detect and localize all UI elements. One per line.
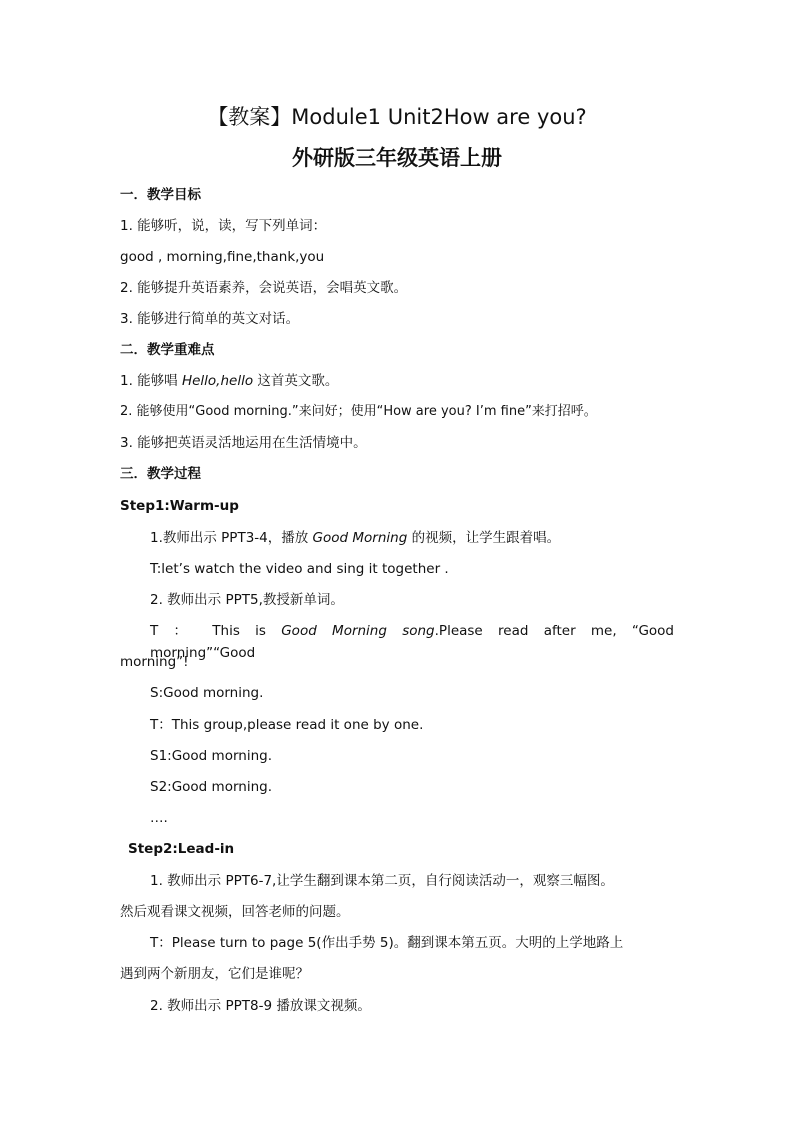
document-subtitle: 外研版三年级英语上册 bbox=[292, 146, 502, 170]
section-heading-key-points: 二．教学重难点 bbox=[120, 342, 215, 358]
step2-paragraph-1: 1. 教师出示 PPT6-7,让学生翻到课本第二页，自行阅读活动一，观察三幅图。 bbox=[150, 873, 614, 889]
objective-1: 1. 能够听，说，读，写下列单词： bbox=[120, 218, 327, 234]
document-title: 【教案】Module1 Unit2How are you? bbox=[207, 105, 587, 129]
step2-paragraph-1-continued: 然后观看课文视频，回答老师的问题。 bbox=[120, 904, 350, 920]
vocabulary-words: good , morning,fine,thank,you bbox=[120, 249, 325, 265]
step1-paragraph-7: S1:Good morning. bbox=[150, 748, 272, 764]
step1-paragraph-4: T ： This is Good Morning song.Please read after me, “Good morning”“Good bbox=[150, 623, 674, 661]
step1-paragraph-3: 2. 教师出示 PPT5,教授新单词。 bbox=[150, 592, 344, 608]
step1-paragraph-6: T：This group,please read it one by one. bbox=[150, 717, 424, 733]
step1-heading: Step1:Warm-up bbox=[120, 498, 239, 514]
step1-paragraph-4-continued: morning”! bbox=[120, 654, 189, 670]
step1-paragraph-5: S:Good morning. bbox=[150, 685, 264, 701]
step2-heading: Step2:Lead-in bbox=[128, 841, 235, 857]
step1-paragraph-1: 1.教师出示 PPT3-4，播放 Good Morning 的视频，让学生跟着唱。 bbox=[150, 530, 561, 546]
key-point-1: 1. 能够唱 Hello,hello 这首英文歌。 bbox=[120, 373, 339, 389]
step1-paragraph-2: T:let’s watch the video and sing it together . bbox=[150, 561, 449, 577]
key-point-2: 2. 能够使用“Good morning.”来问好；使用“How are you? I’m fine”来打招呼。 bbox=[120, 404, 597, 419]
step2-paragraph-2-continued: 遇到两个新朋友，它们是谁呢？ bbox=[120, 966, 309, 982]
step2-paragraph-3: 2. 教师出示 PPT8-9 播放课文视频。 bbox=[150, 998, 371, 1014]
step1-paragraph-9: …. bbox=[150, 810, 168, 826]
objective-2: 2. 能够提升英语素养，会说英语，会唱英文歌。 bbox=[120, 280, 408, 296]
section-heading-process: 三．教学过程 bbox=[120, 466, 201, 482]
step2-paragraph-2: T：Please turn to page 5(作出手势 5)。翻到课本第五页。大明的上学地路上 bbox=[150, 935, 624, 951]
objective-3: 3. 能够进行简单的英文对话。 bbox=[120, 311, 300, 327]
key-point-3: 3. 能够把英语灵活地运用在生活情境中。 bbox=[120, 435, 367, 451]
section-heading-objectives: 一．教学目标 bbox=[120, 187, 201, 203]
step1-paragraph-8: S2:Good morning. bbox=[150, 779, 272, 795]
